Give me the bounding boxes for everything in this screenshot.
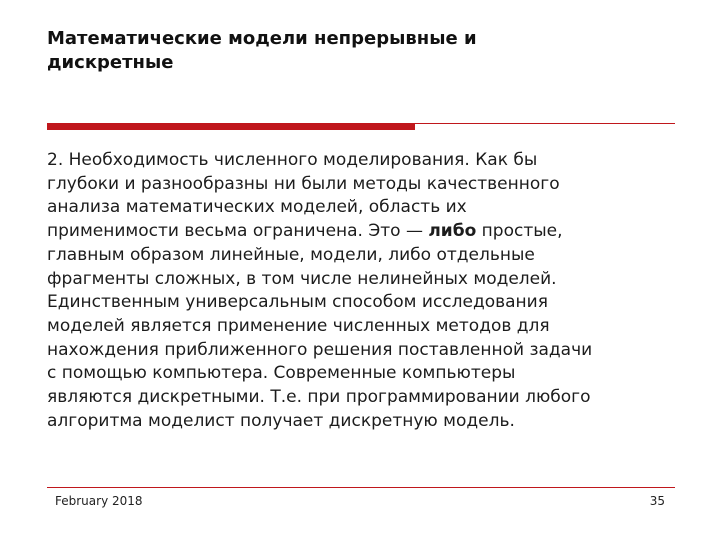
footer-divider [47,487,675,488]
footer-page-number: 35 [649,494,665,508]
slide-title [47,27,647,75]
body-line-8: моделей является применение численных методов для [47,315,550,336]
body-line-1: 2. Необходимость численного моделирования. Как бы [47,150,538,170]
body-line-10: с помощью компьютера. Современные компьютеры [47,363,516,384]
slide-body-text [47,149,715,433]
body-line-5: главным образом линейные, модели, либо отдельные [47,244,535,265]
slide-title-line-1: Математические модели непрерывные и [47,28,477,49]
body-line-9: нахождения приближенного решения поставленной задачи [47,339,593,360]
body-line-3: анализа математических моделей, область их [47,197,467,218]
slide-title-line-2: дискретные [47,52,174,73]
body-line-2: глубоки и разнообразны ни были методы качественного [47,173,560,194]
body-line-4-start: применимости весьма ограничена. Это — [47,221,429,242]
body-line-4-end: простые, [476,221,563,242]
body-emphasis-word: либо [428,221,477,242]
body-line-7: Единственным универсальным способом исследования [47,292,548,313]
body-line-4 [47,220,715,244]
body-line-11: являются дискретными. Т.е. при программировании любого [47,387,591,408]
title-underline-accent [47,123,415,130]
footer-date: February 2018 [55,494,143,508]
body-line-12: алгоритма моделист получает дискретную модель. [47,410,515,431]
body-line-6: фрагменты сложных, в том числе нелинейных моделей. [47,268,557,289]
